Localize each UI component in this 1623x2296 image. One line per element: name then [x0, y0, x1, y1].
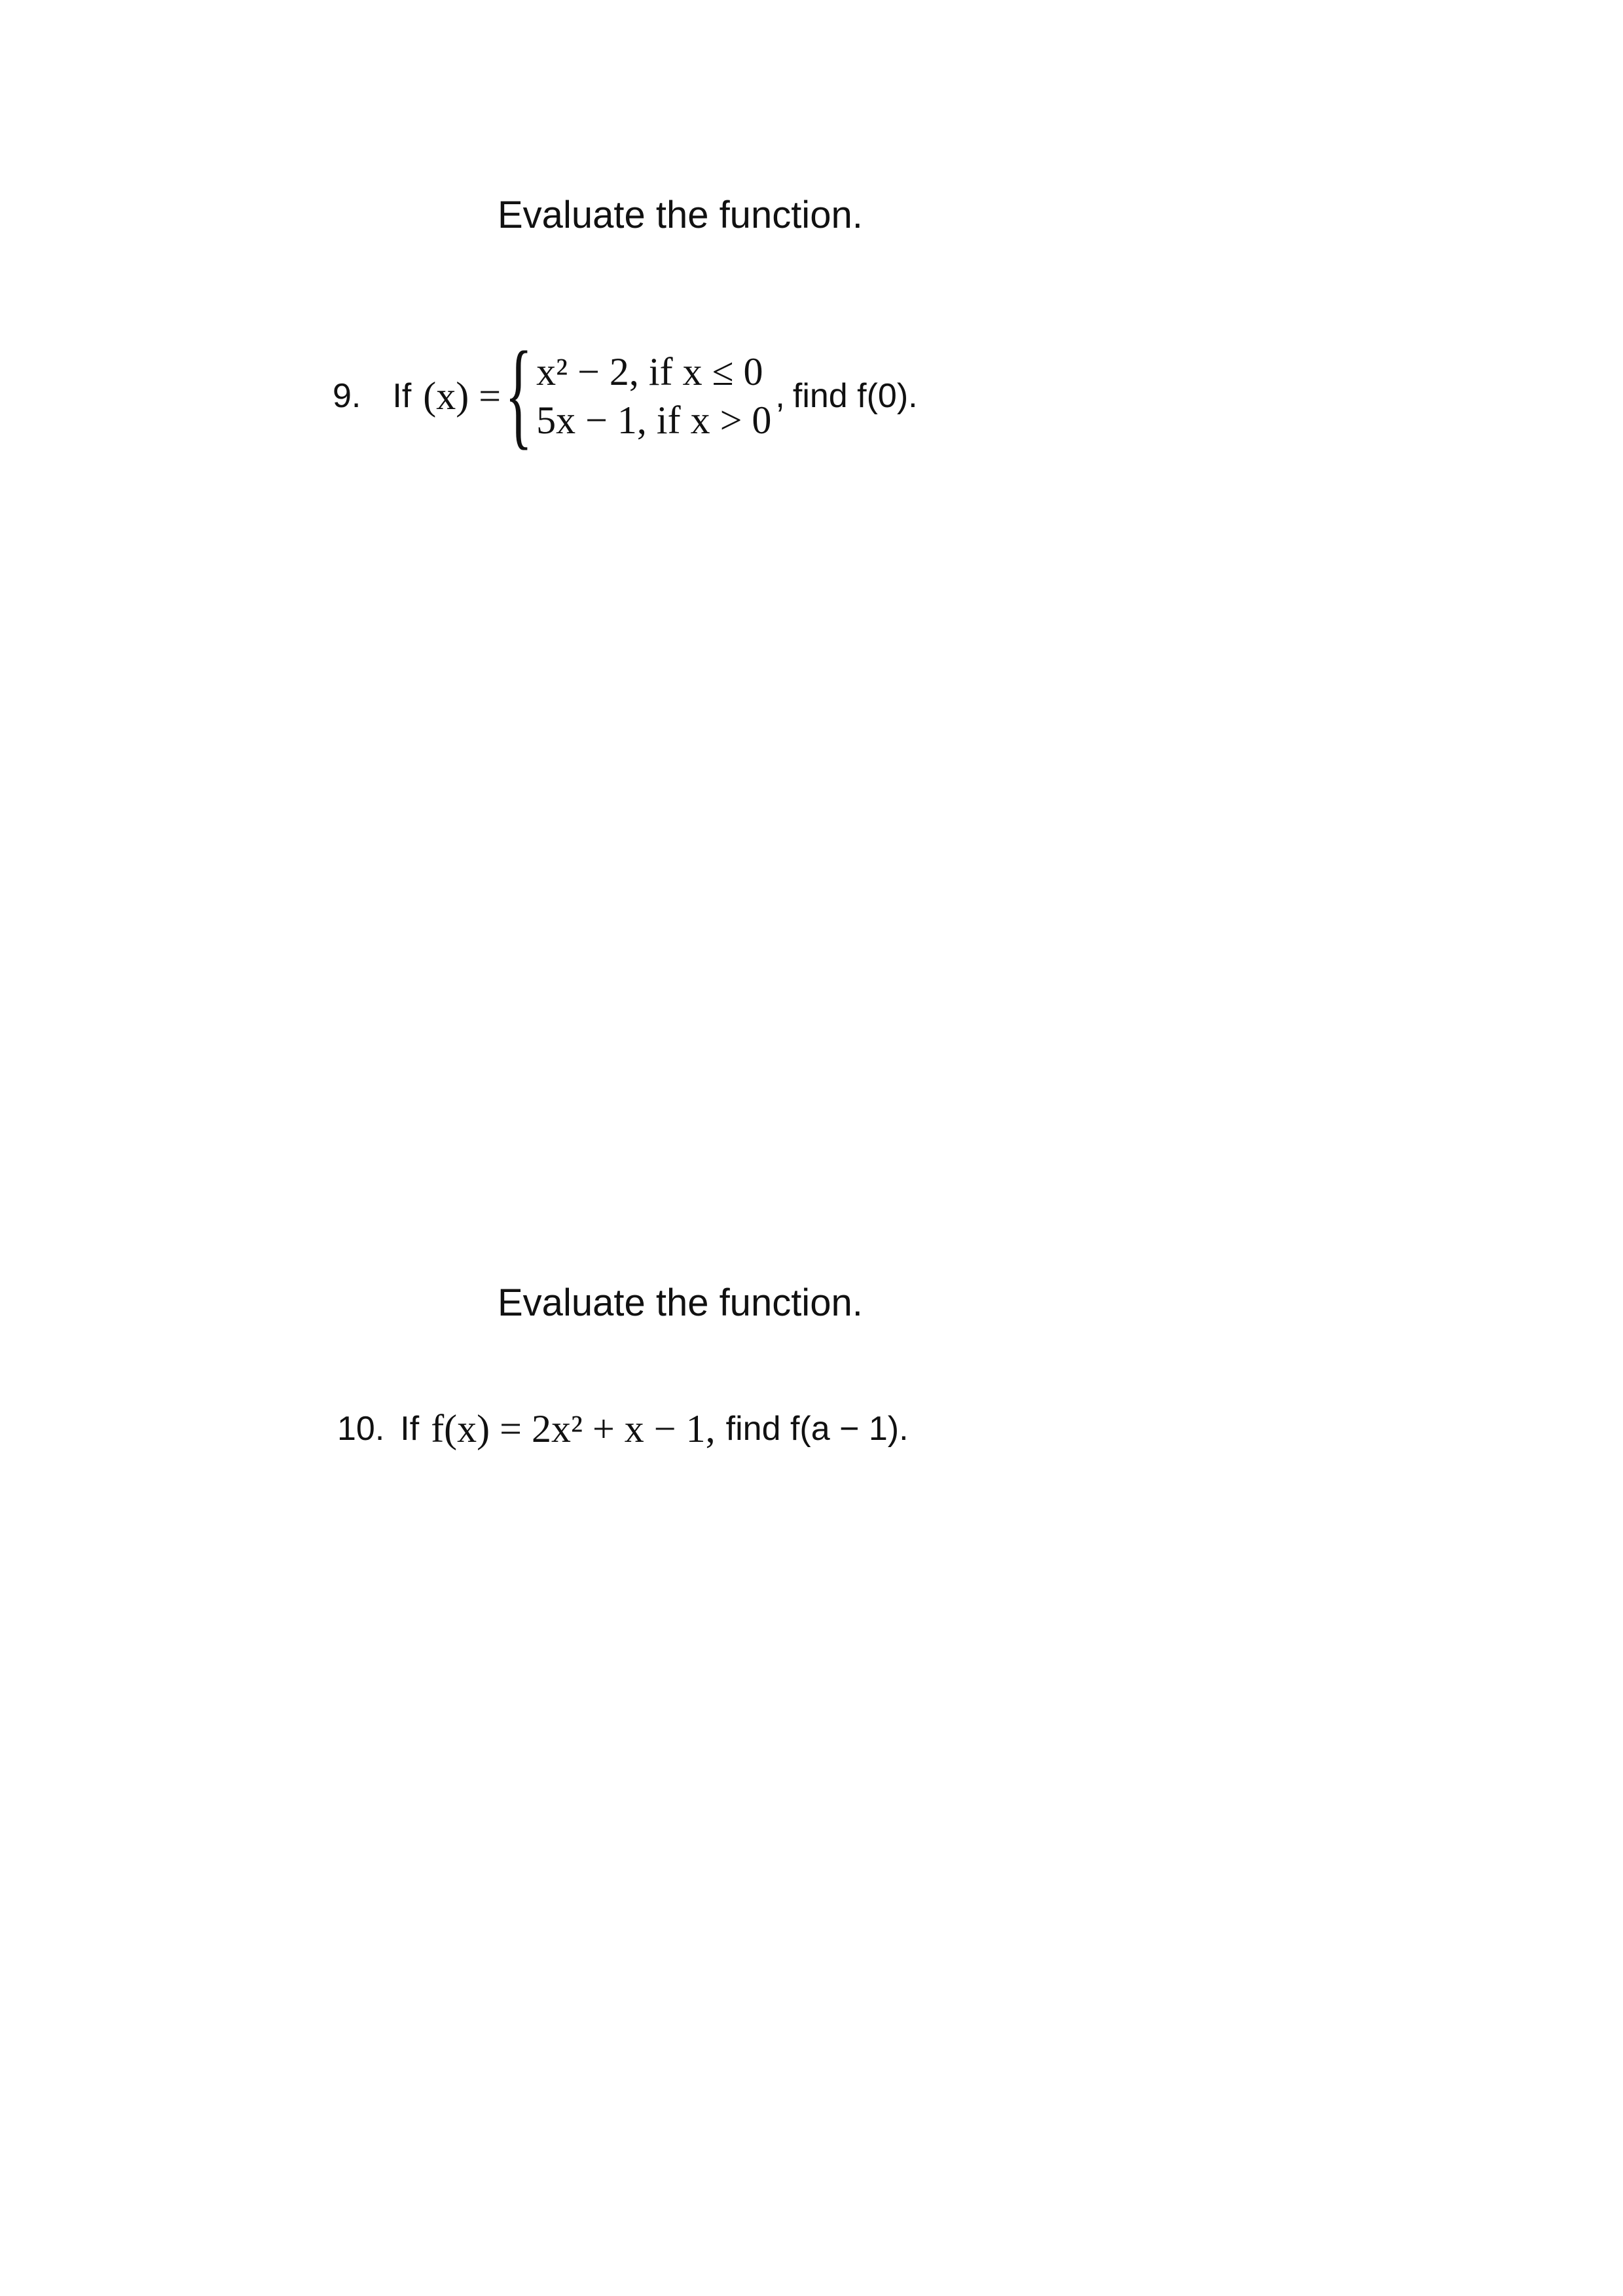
problem-10: [337, 1399, 909, 1458]
piecewise-case: x² − 2, if x ≤ 0: [536, 350, 763, 393]
function-equation: f(x) = 2x² + x − 1,: [431, 1407, 716, 1450]
problem-tail: find f(0).: [792, 377, 918, 415]
function-lhs: (x) =: [423, 374, 501, 418]
section-heading-2: Evaluate the function.: [498, 1282, 863, 1324]
piecewise-case: 5x − 1, if x > 0: [536, 399, 772, 442]
problem-tail: find f(a − 1).: [725, 1410, 909, 1448]
section-heading-1: Evaluate the function.: [498, 194, 863, 236]
case-separator: ,: [775, 377, 785, 415]
problem-lead: If: [400, 1410, 420, 1448]
problem-number: 10.: [337, 1410, 385, 1448]
problem-9: [333, 327, 918, 461]
problem-number: 9.: [333, 377, 361, 415]
left-brace: {: [505, 327, 533, 460]
piecewise-cases: [536, 348, 771, 444]
problem-lead: If: [392, 377, 412, 415]
